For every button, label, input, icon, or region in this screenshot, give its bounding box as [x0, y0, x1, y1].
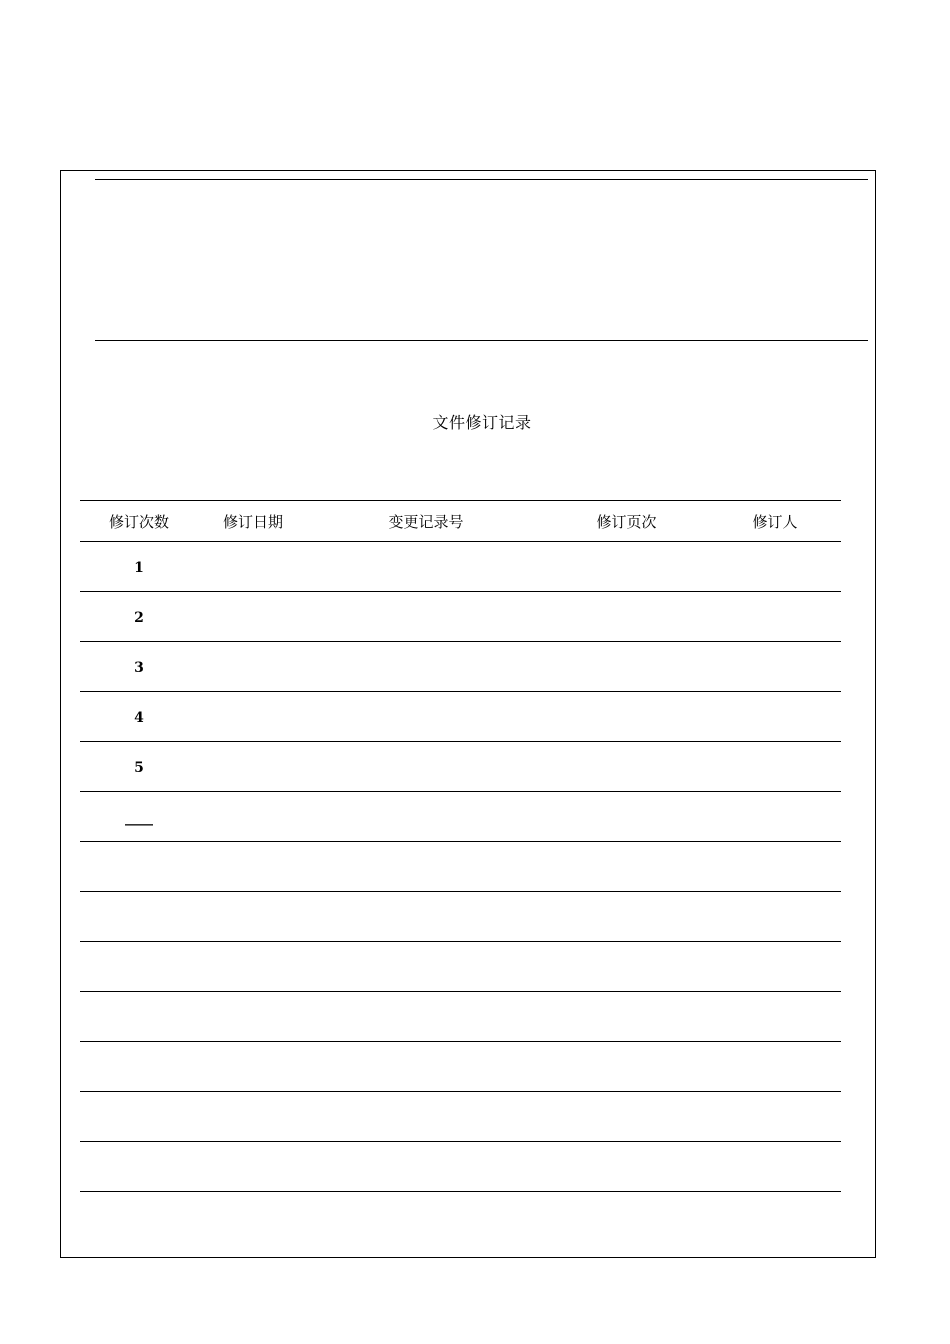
table-row	[80, 942, 841, 992]
cell-change-record-no	[308, 792, 544, 842]
cell-revision-count	[80, 992, 198, 1042]
cell-revision-count: 5	[134, 759, 144, 776]
cell-change-record-no	[308, 842, 544, 892]
cell-revised-pages	[544, 1092, 709, 1142]
cell-revision-date	[198, 842, 308, 892]
cell-revised-pages	[544, 1142, 709, 1192]
cell-revision-date	[198, 792, 308, 842]
cell-change-record-no	[308, 592, 544, 642]
document-title: 文件修订记录	[432, 413, 532, 432]
table-header-row	[80, 501, 841, 542]
cell-revision-date	[198, 1092, 308, 1142]
cell-reviser	[709, 542, 841, 592]
cell-change-record-no	[308, 1042, 544, 1092]
cell-revision-count	[80, 1042, 198, 1092]
cell-reviser	[709, 692, 841, 742]
cell-revision-date	[198, 642, 308, 692]
table-row	[80, 542, 841, 592]
cell-reviser	[709, 1142, 841, 1192]
cell-revised-pages	[544, 642, 709, 692]
cell-revision-count	[80, 1092, 198, 1142]
cell-revised-pages	[544, 792, 709, 842]
cell-revised-pages	[544, 1042, 709, 1092]
cell-change-record-no	[308, 742, 544, 792]
cell-change-record-no	[308, 992, 544, 1042]
header-revision-count: 修订次数	[108, 512, 169, 531]
cell-change-record-no	[308, 642, 544, 692]
header-bottom-rule	[95, 340, 868, 341]
cell-revised-pages	[544, 992, 709, 1042]
table-row	[80, 592, 841, 642]
cell-revised-pages	[544, 692, 709, 742]
cell-revision-count	[80, 1142, 198, 1192]
cell-revision-count: 3	[134, 659, 144, 676]
cell-reviser	[709, 742, 841, 792]
cell-change-record-no	[308, 942, 544, 992]
cell-revision-date	[198, 542, 308, 592]
header-revised-pages: 修订页次	[596, 512, 657, 531]
cell-revised-pages	[544, 542, 709, 592]
table-row	[80, 692, 841, 742]
cell-reviser	[709, 592, 841, 642]
cell-change-record-no	[308, 1092, 544, 1142]
header-reviser: 修订人	[752, 512, 798, 531]
cell-revision-date	[198, 1142, 308, 1192]
cell-change-record-no	[308, 892, 544, 942]
cell-change-record-no	[308, 1142, 544, 1192]
cell-revision-date	[198, 592, 308, 642]
table-row	[80, 1142, 841, 1192]
cell-revision-date	[198, 942, 308, 992]
cell-revision-date	[198, 742, 308, 792]
cell-revision-count	[80, 942, 198, 992]
table-body	[80, 542, 841, 1192]
cell-reviser	[709, 1042, 841, 1092]
cell-revision-count: 4	[134, 709, 144, 726]
cell-reviser	[709, 942, 841, 992]
revision-table	[80, 500, 841, 1192]
cell-revised-pages	[544, 892, 709, 942]
header-top-rule	[95, 179, 868, 180]
cell-revision-count: 2	[134, 609, 144, 626]
table-row	[80, 642, 841, 692]
cell-revision-count: ____	[125, 809, 153, 826]
cell-revised-pages	[544, 742, 709, 792]
table-row	[80, 992, 841, 1042]
header-change-record-no: 变更记录号	[388, 512, 464, 531]
cell-revision-count	[80, 892, 198, 942]
cell-reviser	[709, 992, 841, 1042]
header-revision-date: 修订日期	[222, 512, 283, 531]
table-row	[80, 842, 841, 892]
cell-reviser	[709, 792, 841, 842]
cell-change-record-no	[308, 542, 544, 592]
cell-revision-date	[198, 692, 308, 742]
table-row	[80, 792, 841, 842]
table-row	[80, 892, 841, 942]
table-row	[80, 1042, 841, 1092]
cell-revision-date	[198, 992, 308, 1042]
table-row	[80, 1092, 841, 1142]
cell-revision-count	[80, 842, 198, 892]
cell-change-record-no	[308, 692, 544, 742]
cell-reviser	[709, 1092, 841, 1142]
cell-reviser	[709, 642, 841, 692]
cell-reviser	[709, 892, 841, 942]
cell-revision-count: 1	[134, 559, 144, 576]
cell-revised-pages	[544, 842, 709, 892]
table-row	[80, 742, 841, 792]
cell-revision-date	[198, 1042, 308, 1092]
cell-reviser	[709, 842, 841, 892]
cell-revision-date	[198, 892, 308, 942]
cell-revised-pages	[544, 942, 709, 992]
cell-revised-pages	[544, 592, 709, 642]
